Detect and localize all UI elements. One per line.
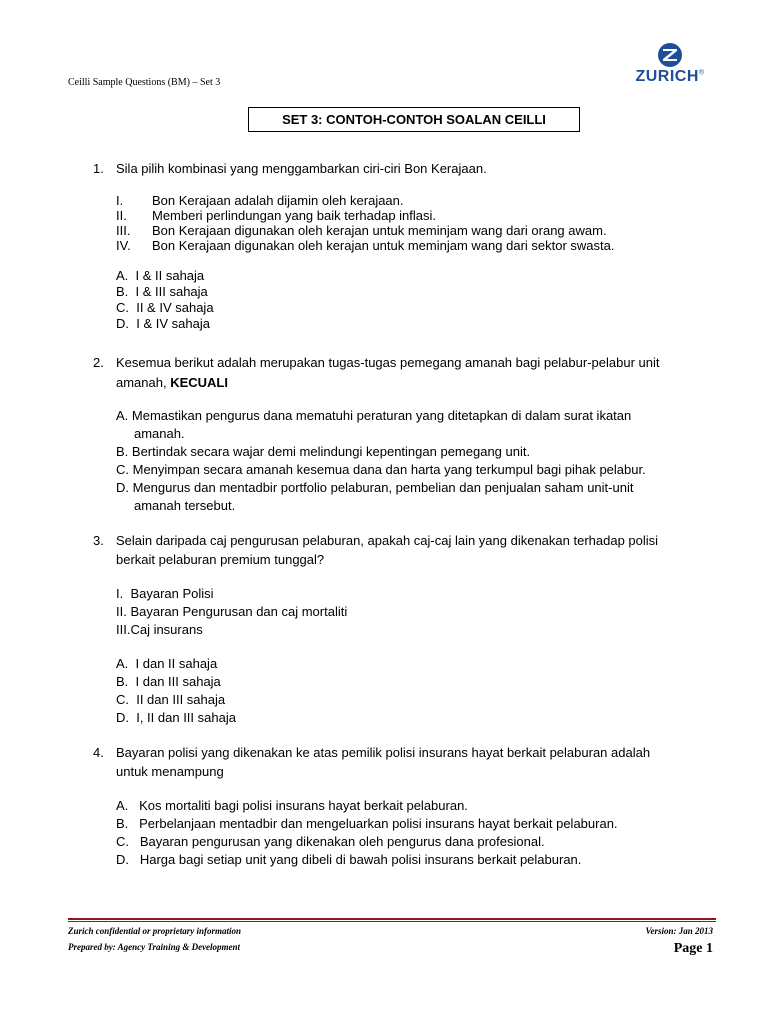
answer-option-cont: amanah. <box>134 426 185 441</box>
roman-numeral: IV. <box>116 238 131 253</box>
answer-option: A. I & II sahaja <box>116 268 205 283</box>
answer-option: C. Menyimpan secara amanah kesemua dana dan harta yang terkumpul bagi pihak pelabur. <box>116 462 646 477</box>
question-text: Kesemua berikut adalah merupakan tugas-tugas pemegang amanah bagi pelabur-pelabur unit <box>116 355 660 370</box>
zurich-logo <box>630 42 710 90</box>
statement-text: Bon Kerajaan digunakan oleh kerajan untuk meminjam wang dari orang awam. <box>152 223 607 238</box>
answer-option: C. II & IV sahaja <box>116 300 214 315</box>
answer-option: D. I & IV sahaja <box>116 316 210 331</box>
confidentiality-note: Zurich confidential or proprietary information <box>68 926 242 936</box>
question-number: 1. <box>93 161 104 176</box>
document-title: SET 3: CONTOH-CONTOH SOALAN CEILLI <box>248 107 580 132</box>
answer-option: D. I, II dan III sahaja <box>116 710 236 725</box>
answer-option: B. Bertindak secara wajar demi melindungi kepentingan pemegang unit. <box>116 444 531 459</box>
statement-text: III.Caj insurans <box>116 622 203 637</box>
answer-option: B. Perbelanjaan mentadbir dan mengeluarkan polisi insurans hayat berkait pelaburan. <box>116 816 618 831</box>
zurich-z-icon <box>630 42 710 70</box>
answer-option: B. I & III sahaja <box>116 284 208 299</box>
answer-option: D. Mengurus dan mentadbir portfolio pelaburan, pembelian dan penjualan saham unit-unit <box>116 480 634 495</box>
answer-option: A. I dan II sahaja <box>116 656 218 671</box>
page-number: Page 1 <box>673 941 713 956</box>
answer-option: D. Harga bagi setiap unit yang dibeli di bawah polisi insurans berkait pelaburan. <box>116 852 582 867</box>
statement-text: I. Bayaran Polisi <box>116 586 214 601</box>
statement-text: Bon Kerajaan adalah dijamin oleh kerajaan. <box>152 193 404 208</box>
logo-wordmark: ZURICH® <box>635 68 705 85</box>
answer-option: B. I dan III sahaja <box>116 674 221 689</box>
question-text: Selain daripada caj pengurusan pelaburan, apakah caj-caj lain yang dikenakan terhadap polisi <box>116 533 659 548</box>
answer-option: A. Memastikan pengurus dana mematuhi peraturan yang ditetapkan di dalam surat ikatan <box>116 408 632 423</box>
question-number: 3. <box>93 533 104 548</box>
statement-text: II. Bayaran Pengurusan dan caj mortaliti <box>116 604 348 619</box>
question-text-cont: untuk menampung <box>116 764 224 779</box>
question-text-cont: berkait pelaburan premium tunggal? <box>116 552 325 567</box>
document-header: Ceilli Sample Questions (BM) – Set 3 <box>68 77 221 88</box>
roman-numeral: II. <box>116 208 127 223</box>
answer-option: C. II dan III sahaja <box>116 692 226 707</box>
answer-option: A. Kos mortaliti bagi polisi insurans hayat berkait pelaburan. <box>116 798 468 813</box>
answer-option: C. Bayaran pengurusan yang dikenakan oleh pengurus dana profesional. <box>116 834 545 849</box>
question-number: 2. <box>93 355 104 370</box>
answer-option-cont: amanah tersebut. <box>134 498 236 513</box>
footer-divider <box>68 918 716 920</box>
roman-numeral: I. <box>116 193 124 208</box>
roman-numeral: III. <box>116 223 131 238</box>
prepared-by: Prepared by: Agency Training & Development <box>68 942 241 952</box>
statement-text: Memberi perlindungan yang baik terhadap inflasi. <box>152 208 437 223</box>
emphasis: KECUALI <box>170 375 228 390</box>
question-number: 4. <box>93 745 104 760</box>
statement-text: Bon Kerajaan digunakan oleh kerajan untuk meminjam wang dari sektor swasta. <box>152 238 615 253</box>
question-text: Bayaran polisi yang dikenakan ke atas pemilik polisi insurans hayat berkait pelaburan adalah <box>116 745 651 760</box>
question-text: Sila pilih kombinasi yang menggambarkan ciri-ciri Bon Kerajaan. <box>116 161 487 176</box>
footer-divider <box>68 921 716 922</box>
version-label: Version: Jan 2013 <box>645 926 713 936</box>
question-text-cont: amanah, KECUALI <box>116 375 228 390</box>
